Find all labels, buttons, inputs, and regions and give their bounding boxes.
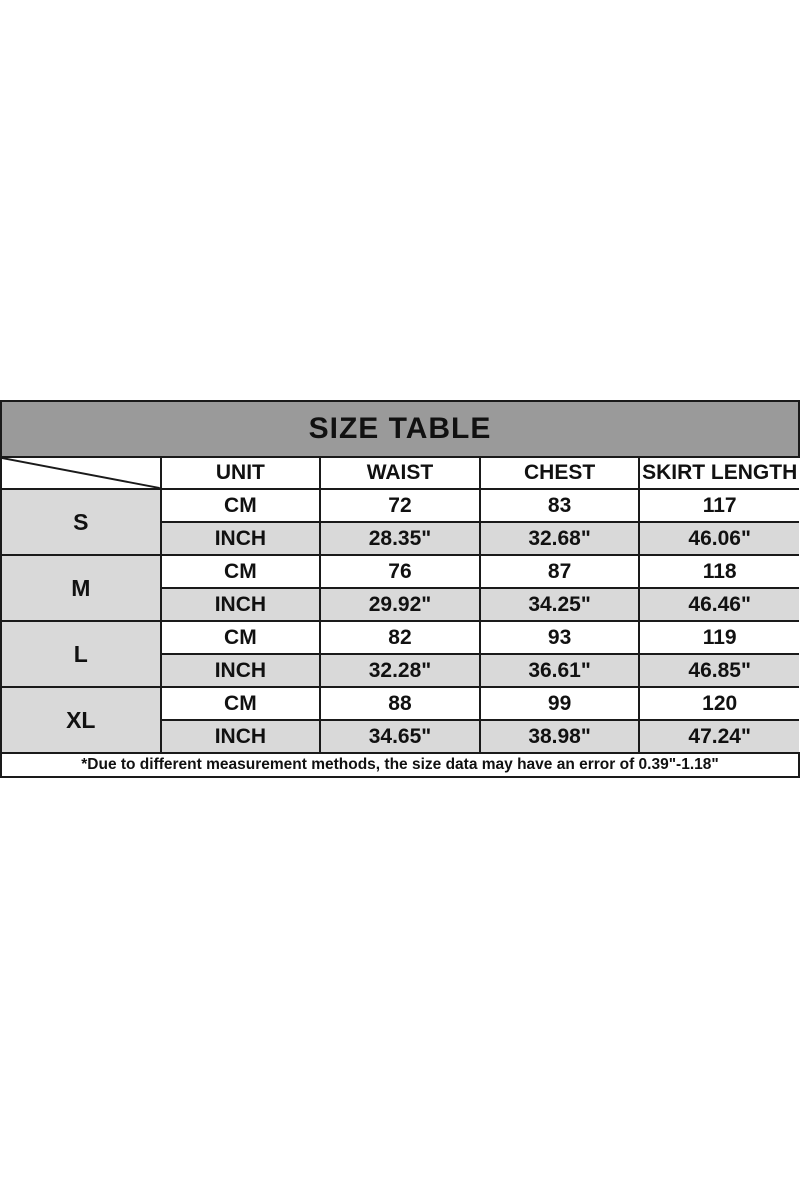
size-label-s: S: [1, 489, 161, 555]
size-label-m: M: [1, 555, 161, 621]
column-header-unit: UNIT: [161, 457, 321, 489]
table-title-row: [1, 401, 799, 457]
waist-inch-s: 28.35": [320, 522, 480, 555]
chest-cm-xl: 99: [480, 687, 640, 720]
skirt-length-cm-xl: 120: [639, 687, 799, 720]
table-row: [1, 489, 799, 522]
table-row: [1, 555, 799, 588]
waist-inch-l: 32.28": [320, 654, 480, 687]
table-title: SIZE TABLE: [1, 401, 799, 457]
unit-cm-xl: CM: [161, 687, 321, 720]
table-row: [1, 687, 799, 720]
diagonal-divider-icon: [1, 457, 161, 489]
skirt-length-inch-xl: 47.24": [639, 720, 799, 753]
column-header-skirt-length: SKIRT LENGTH: [639, 457, 799, 489]
size-label-l: L: [1, 621, 161, 687]
table-note-row: [1, 753, 799, 777]
unit-inch-m: INCH: [161, 588, 321, 621]
unit-inch-s: INCH: [161, 522, 321, 555]
unit-cm-m: CM: [161, 555, 321, 588]
size-table-container: [0, 400, 800, 778]
column-header-chest: CHEST: [480, 457, 640, 489]
skirt-length-inch-s: 46.06": [639, 522, 799, 555]
skirt-length-cm-s: 117: [639, 489, 799, 522]
column-header-waist: WAIST: [320, 457, 480, 489]
waist-cm-m: 76: [320, 555, 480, 588]
table-header-row: [1, 457, 799, 489]
table-row: [1, 621, 799, 654]
waist-cm-s: 72: [320, 489, 480, 522]
chest-inch-m: 34.25": [480, 588, 640, 621]
measurement-note: *Due to different measurement methods, the size data may have an error of 0.39"-1.18": [1, 753, 799, 777]
unit-cm-s: CM: [161, 489, 321, 522]
unit-inch-xl: INCH: [161, 720, 321, 753]
chest-cm-m: 87: [480, 555, 640, 588]
waist-inch-xl: 34.65": [320, 720, 480, 753]
skirt-length-cm-l: 119: [639, 621, 799, 654]
chest-cm-s: 83: [480, 489, 640, 522]
waist-cm-l: 82: [320, 621, 480, 654]
waist-cm-xl: 88: [320, 687, 480, 720]
chest-inch-xl: 38.98": [480, 720, 640, 753]
skirt-length-inch-l: 46.85": [639, 654, 799, 687]
chest-inch-s: 32.68": [480, 522, 640, 555]
unit-inch-l: INCH: [161, 654, 321, 687]
chest-cm-l: 93: [480, 621, 640, 654]
unit-cm-l: CM: [161, 621, 321, 654]
chest-inch-l: 36.61": [480, 654, 640, 687]
skirt-length-inch-m: 46.46": [639, 588, 799, 621]
skirt-length-cm-m: 118: [639, 555, 799, 588]
size-label-xl: XL: [1, 687, 161, 753]
waist-inch-m: 29.92": [320, 588, 480, 621]
size-table: [0, 400, 800, 778]
